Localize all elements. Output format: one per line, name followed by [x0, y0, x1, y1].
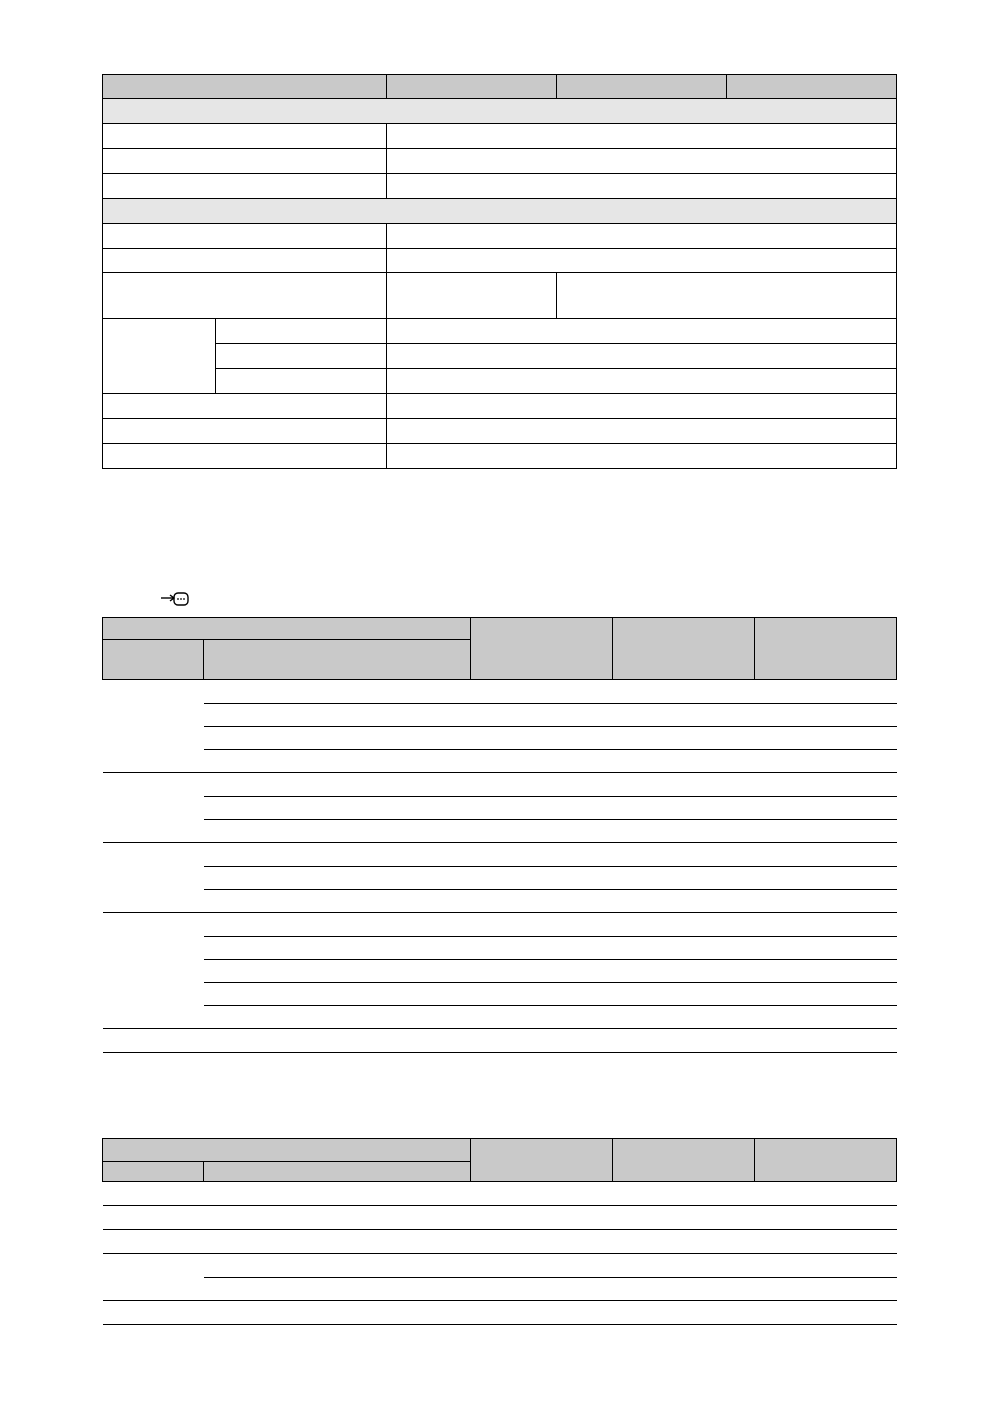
signal-header-group — [103, 618, 471, 640]
spec-row — [103, 419, 897, 444]
second-signal-cell — [204, 1278, 471, 1301]
signal-cell — [755, 797, 897, 820]
second-signal-cell — [204, 1301, 471, 1325]
second-signal-cell — [755, 1254, 897, 1278]
second-signal-group-cell — [103, 1230, 204, 1254]
signal-header-cell — [103, 640, 204, 680]
second-signal-group-cell — [103, 1206, 204, 1230]
spec-label — [103, 124, 387, 149]
signal-cell — [755, 680, 897, 704]
second-signal-cell — [755, 1206, 897, 1230]
spec-section-label — [103, 99, 897, 124]
signal-cell — [204, 913, 471, 937]
second-signal-row — [103, 1182, 897, 1206]
spec-row — [103, 444, 897, 469]
second-signal-row — [103, 1254, 897, 1278]
spec-sub-label — [216, 344, 387, 369]
spec-value — [387, 273, 557, 319]
spec-value — [387, 444, 897, 469]
signal-group-cell — [103, 1029, 204, 1053]
signal-cell — [613, 704, 755, 727]
signal-row — [103, 983, 897, 1006]
signal-cell — [471, 1006, 613, 1029]
signal-cell — [204, 680, 471, 704]
second-signal-group-cell — [103, 1182, 204, 1206]
second-signal-cell — [613, 1182, 755, 1206]
spec-value — [387, 124, 897, 149]
second-signal-header-cell — [103, 1162, 204, 1182]
signal-group-cell — [103, 913, 204, 1029]
signal-cell — [471, 750, 613, 773]
signal-cell — [204, 750, 471, 773]
spec-label — [103, 444, 387, 469]
second-signal-header-cell — [613, 1139, 755, 1182]
signal-cell — [755, 890, 897, 913]
signal-cell — [755, 843, 897, 867]
spec-value — [387, 174, 897, 199]
signal-cell — [755, 983, 897, 1006]
signal-cell — [613, 1006, 755, 1029]
second-signal-cell — [204, 1230, 471, 1254]
second-signal-cell — [204, 1254, 471, 1278]
spec-value — [387, 224, 897, 249]
signal-row — [103, 820, 897, 843]
spec-row — [103, 224, 897, 249]
signal-cell — [471, 890, 613, 913]
signal-cell — [755, 1006, 897, 1029]
signal-cell — [471, 843, 613, 867]
spec-header-cell — [387, 75, 557, 99]
spec-sub-label — [216, 319, 387, 344]
second-signal-cell — [204, 1182, 471, 1206]
signal-cell — [204, 983, 471, 1006]
second-signal-row — [103, 1301, 897, 1325]
signal-row — [103, 890, 897, 913]
signal-cell — [204, 890, 471, 913]
signal-cell — [204, 843, 471, 867]
signal-group-cell — [103, 773, 204, 843]
second-signal-cell — [471, 1278, 613, 1301]
second-signal-header-group — [103, 1139, 471, 1162]
signal-cell — [204, 797, 471, 820]
signal-cell — [755, 867, 897, 890]
spec-row — [103, 124, 897, 149]
signal-cell — [471, 773, 613, 797]
signal-cell — [204, 773, 471, 797]
signal-cell — [613, 680, 755, 704]
second-signal-table — [102, 1138, 897, 1325]
signal-cell — [471, 867, 613, 890]
signal-cell — [613, 983, 755, 1006]
signal-cell — [755, 960, 897, 983]
signal-header-cell — [471, 618, 613, 680]
spec-value — [387, 344, 897, 369]
spec-value — [387, 369, 897, 394]
second-signal-row — [103, 1206, 897, 1230]
signal-cell — [204, 960, 471, 983]
spec-sub-label — [216, 369, 387, 394]
spec-header-row — [103, 75, 897, 99]
signal-cell — [204, 820, 471, 843]
signal-cell — [471, 727, 613, 750]
signal-cell — [471, 937, 613, 960]
signal-cell — [755, 937, 897, 960]
signal-row — [103, 727, 897, 750]
second-signal-cell — [755, 1301, 897, 1325]
signal-cell — [613, 1029, 755, 1053]
signal-cell — [755, 704, 897, 727]
second-signal-group-cell — [103, 1301, 204, 1325]
signal-cell — [204, 867, 471, 890]
signal-cell — [755, 913, 897, 937]
spec-label — [103, 419, 387, 444]
spec-row — [103, 174, 897, 199]
signal-header-row — [103, 618, 897, 640]
signal-cell — [613, 937, 755, 960]
second-signal-cell — [471, 1206, 613, 1230]
signal-cell — [755, 1029, 897, 1053]
signal-header-cell — [204, 640, 471, 680]
spec-header-cell — [727, 75, 897, 99]
spec-label — [103, 224, 387, 249]
signal-cell — [613, 843, 755, 867]
signal-row — [103, 843, 897, 867]
signal-cell — [755, 820, 897, 843]
signal-cell — [204, 704, 471, 727]
spec-group-row — [103, 344, 897, 369]
signal-row — [103, 750, 897, 773]
second-signal-header-row — [103, 1139, 897, 1162]
signal-cell — [613, 890, 755, 913]
spec-value — [387, 394, 897, 419]
signal-cell — [613, 727, 755, 750]
spec-value — [387, 149, 897, 174]
second-signal-header-cell — [204, 1162, 471, 1182]
spec-row — [103, 249, 897, 273]
signal-row — [103, 867, 897, 890]
input-terminal-icon — [160, 590, 190, 610]
second-signal-cell — [471, 1254, 613, 1278]
signal-cell — [613, 913, 755, 937]
signal-group-cell — [103, 680, 204, 773]
signal-row — [103, 913, 897, 937]
signal-cell — [471, 983, 613, 1006]
signal-cell — [471, 680, 613, 704]
signal-cell — [755, 773, 897, 797]
signal-cell — [204, 727, 471, 750]
spec-label — [103, 174, 387, 199]
second-signal-cell — [755, 1230, 897, 1254]
second-signal-group-cell — [103, 1254, 204, 1301]
second-signal-table-body — [103, 1182, 897, 1325]
signal-table — [102, 617, 897, 1053]
second-signal-cell — [613, 1230, 755, 1254]
signal-cell — [204, 1006, 471, 1029]
second-signal-cell — [755, 1182, 897, 1206]
spec-group-row — [103, 319, 897, 344]
second-signal-cell — [613, 1301, 755, 1325]
spec-label — [103, 249, 387, 273]
signal-row — [103, 960, 897, 983]
signal-row — [103, 1006, 897, 1029]
signal-row — [103, 680, 897, 704]
signal-cell — [471, 797, 613, 820]
spec-value — [387, 319, 897, 344]
signal-cell — [471, 820, 613, 843]
spec-row — [103, 394, 897, 419]
signal-row — [103, 797, 897, 820]
second-signal-cell — [613, 1278, 755, 1301]
signal-cell — [613, 867, 755, 890]
spec-label — [103, 394, 387, 419]
second-signal-cell — [471, 1182, 613, 1206]
signal-cell — [613, 750, 755, 773]
signal-cell — [471, 960, 613, 983]
signal-cell — [613, 773, 755, 797]
signal-cell — [471, 704, 613, 727]
signal-cell — [755, 750, 897, 773]
second-signal-cell — [204, 1206, 471, 1230]
spec-section-row — [103, 99, 897, 124]
spec-header-cell — [557, 75, 727, 99]
signal-group-cell — [103, 843, 204, 913]
signal-cell — [755, 727, 897, 750]
second-signal-cell — [755, 1278, 897, 1301]
signal-cell — [204, 1029, 471, 1053]
signal-row — [103, 937, 897, 960]
spec-value — [557, 273, 897, 319]
spec-group-row — [103, 369, 897, 394]
second-signal-cell — [471, 1230, 613, 1254]
signal-cell — [471, 1029, 613, 1053]
spec-value — [387, 249, 897, 273]
second-signal-header-cell — [471, 1139, 613, 1182]
second-signal-row — [103, 1278, 897, 1301]
signal-cell — [613, 960, 755, 983]
signal-cell — [613, 820, 755, 843]
signal-row — [103, 704, 897, 727]
second-signal-header-cell — [755, 1139, 897, 1182]
spec-header-cell — [103, 75, 387, 99]
signal-header-cell — [755, 618, 897, 680]
spec-label — [103, 149, 387, 174]
second-signal-row — [103, 1230, 897, 1254]
second-signal-cell — [613, 1206, 755, 1230]
signal-row — [103, 773, 897, 797]
signal-header-cell — [613, 618, 755, 680]
spec-section-row — [103, 199, 897, 224]
spec-row — [103, 149, 897, 174]
spec-row — [103, 273, 897, 319]
signal-cell — [471, 913, 613, 937]
signal-cell — [613, 797, 755, 820]
second-signal-cell — [471, 1301, 613, 1325]
second-signal-cell — [613, 1254, 755, 1278]
signal-row — [103, 1029, 897, 1053]
signal-cell — [204, 937, 471, 960]
spec-section-label — [103, 199, 897, 224]
spec-value — [387, 419, 897, 444]
spec-group-label — [103, 319, 216, 394]
specification-table — [102, 74, 897, 469]
spec-label — [103, 273, 387, 319]
signal-table-body — [103, 680, 897, 1053]
